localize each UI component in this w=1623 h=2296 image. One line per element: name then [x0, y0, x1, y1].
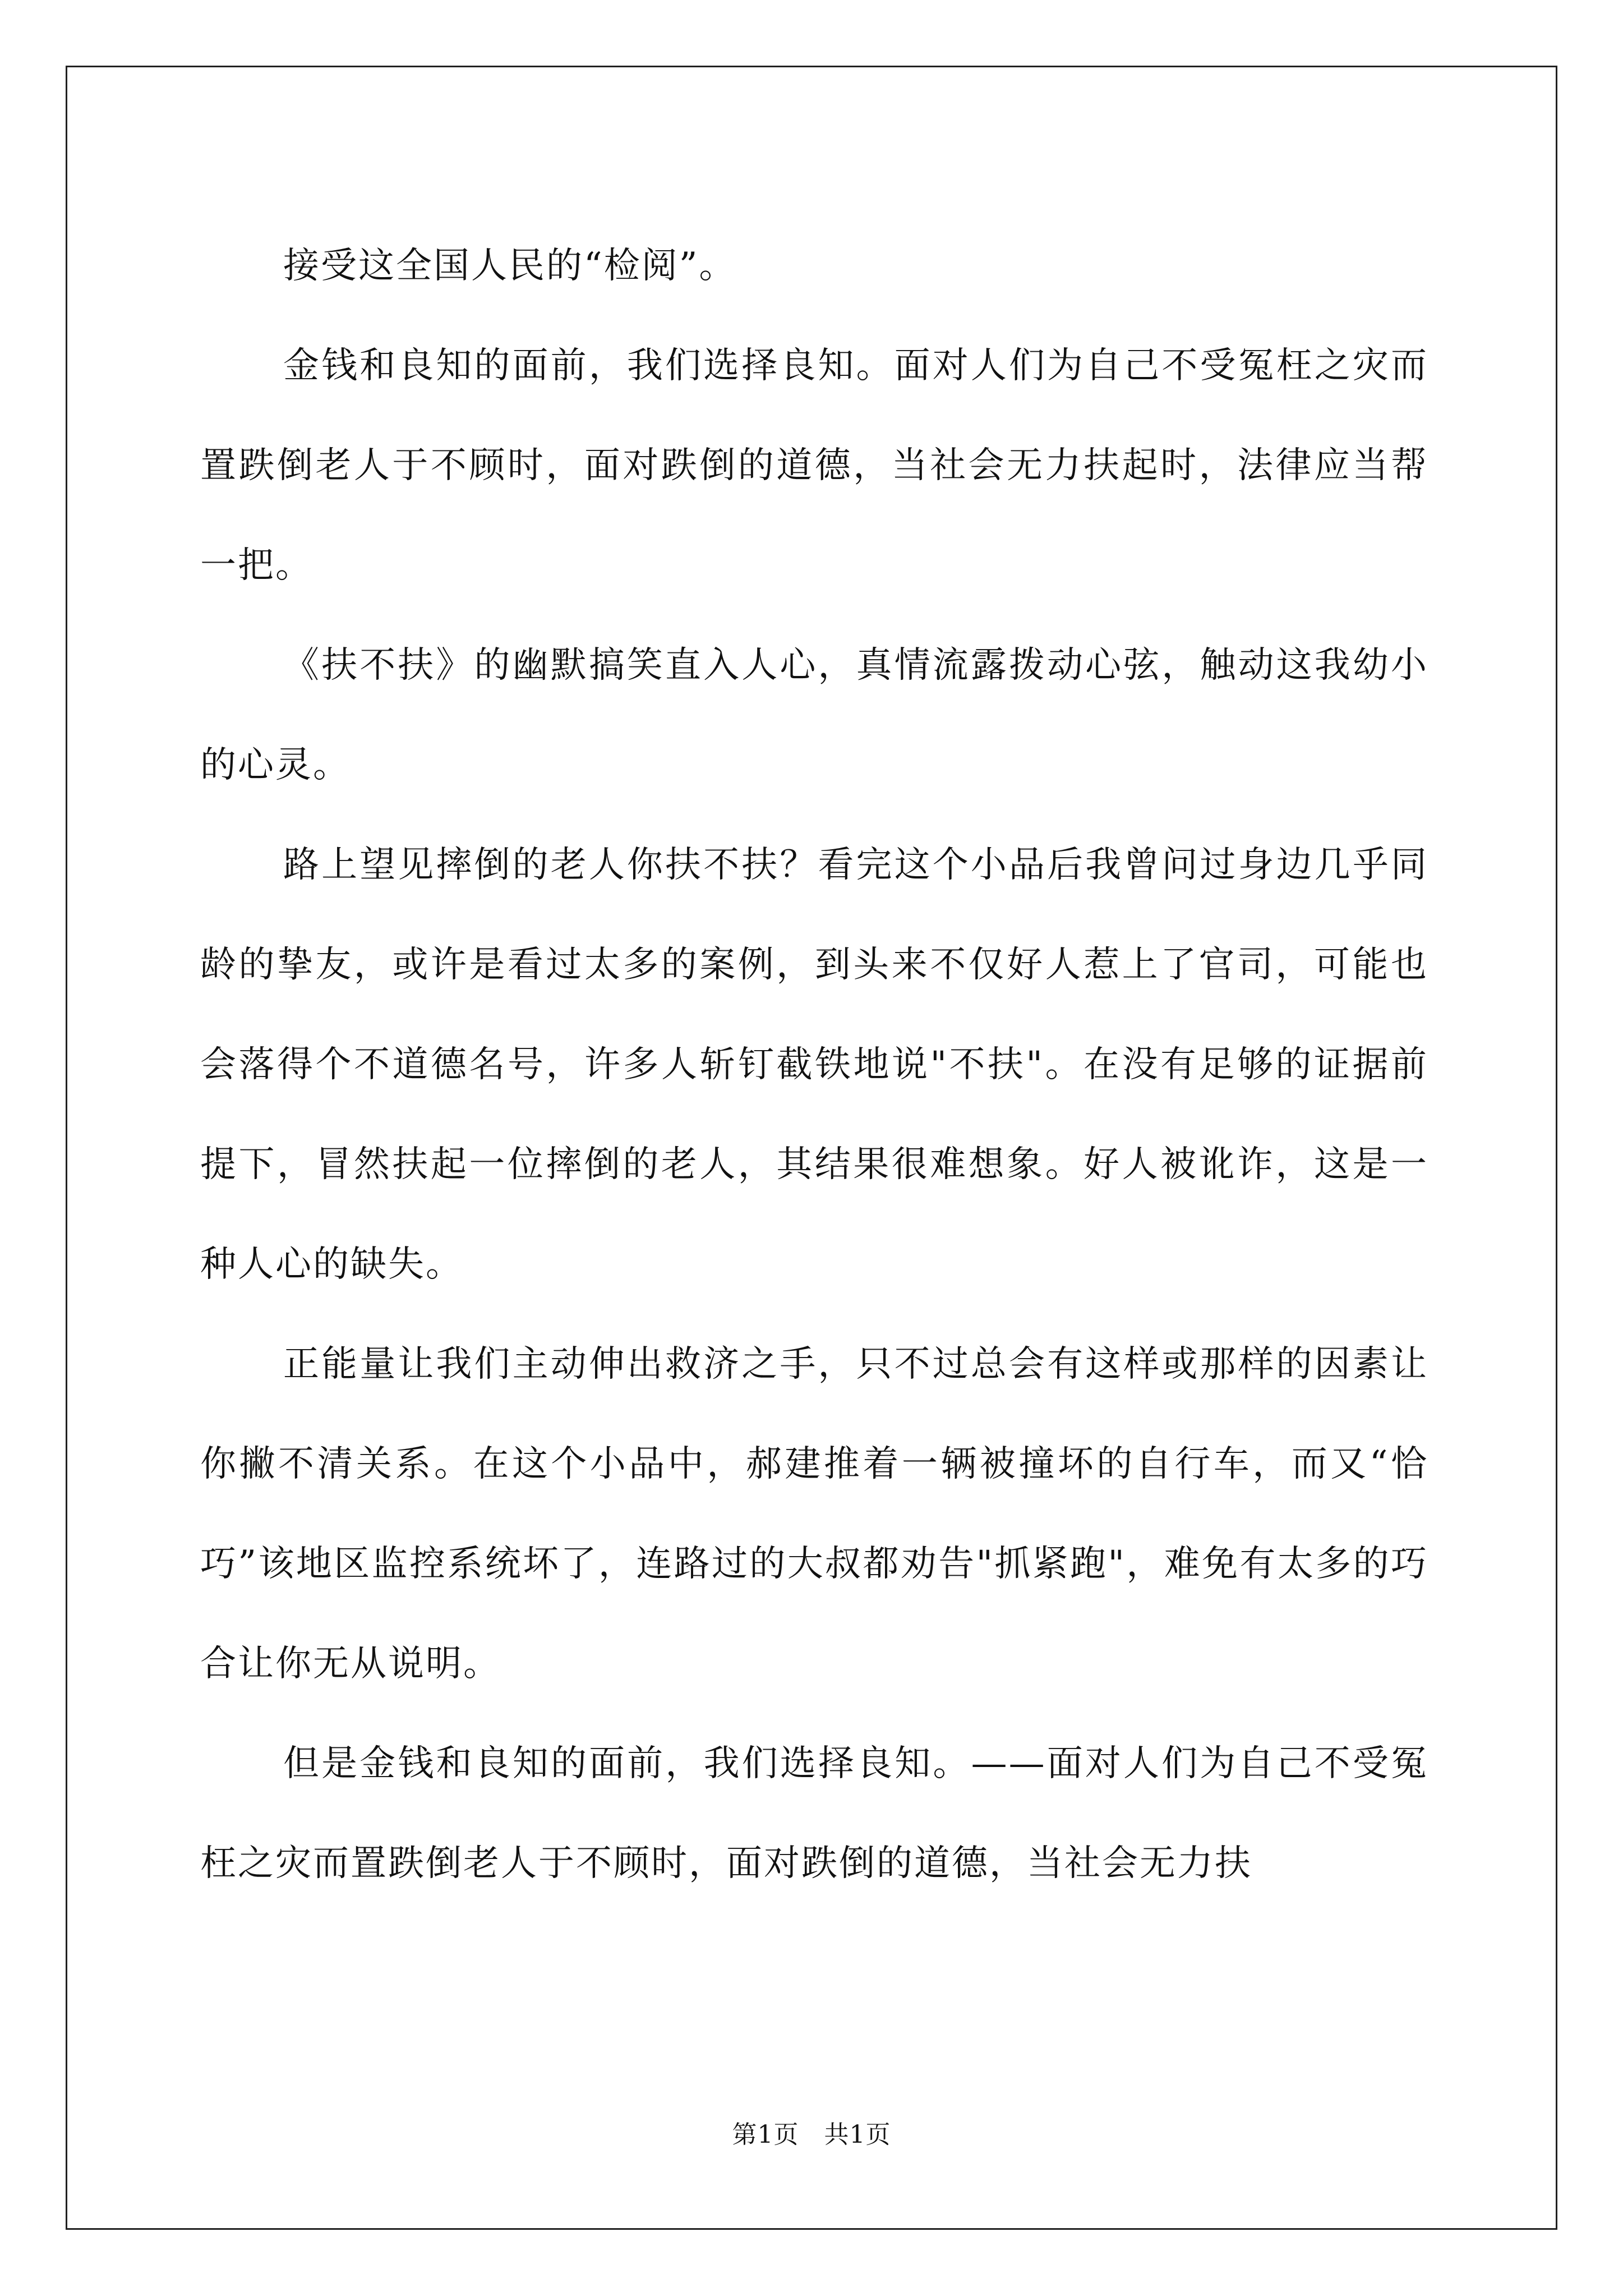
paragraph-4: 路上望见摔倒的老人你扶不扶？看完这个小品后我曾问过身边几乎同龄的挚友，或许是看过太多的案例，到头来不仅好人惹上了官司，可能也会落得个不道德名号，许多人斩钉截铁地说"不扶"。在没有足够的证据前提下，冒然扶起一位摔倒的老人，其结果很难想象。好人被讹诈，这是一种人心的缺失。 — [200, 844, 1428, 1285]
paragraph-6: 但是金钱和良知的面前，我们选择良知。——面对人们为自己不受冤枉之灾而置跌倒老人于不顾时，面对跌倒的道德，当社会无力扶 — [200, 1743, 1428, 1884]
paragraph-2: 金钱和良知的面前，我们选择良知。面对人们为自己不受冤枉之灾而置跌倒老人于不顾时，面对跌倒的道德，当社会无力扶起时，法律应当帮一把。 — [200, 345, 1428, 586]
paragraph-5: 正能量让我们主动伸出救济之手，只不过总会有这样或那样的因素让你撇不清关系。在这个小品中，郝建推着一辆被撞坏的自行车，而又“恰巧”该地区监控系统坏了，连路过的大叔都劝告"抓紧跑"，难免有太多的巧合让你无从说明。 — [200, 1343, 1428, 1685]
paragraph-3: 《扶不扶》的幽默搞笑直入人心，真情流露拨动心弦，触动这我幼小的心灵。 — [200, 645, 1428, 786]
document-body — [200, 216, 1428, 1913]
page-footer: 第1页 共1页 — [732, 2120, 891, 2149]
paragraph-1: 接受这全国人民的“检阅”。 — [283, 245, 737, 287]
